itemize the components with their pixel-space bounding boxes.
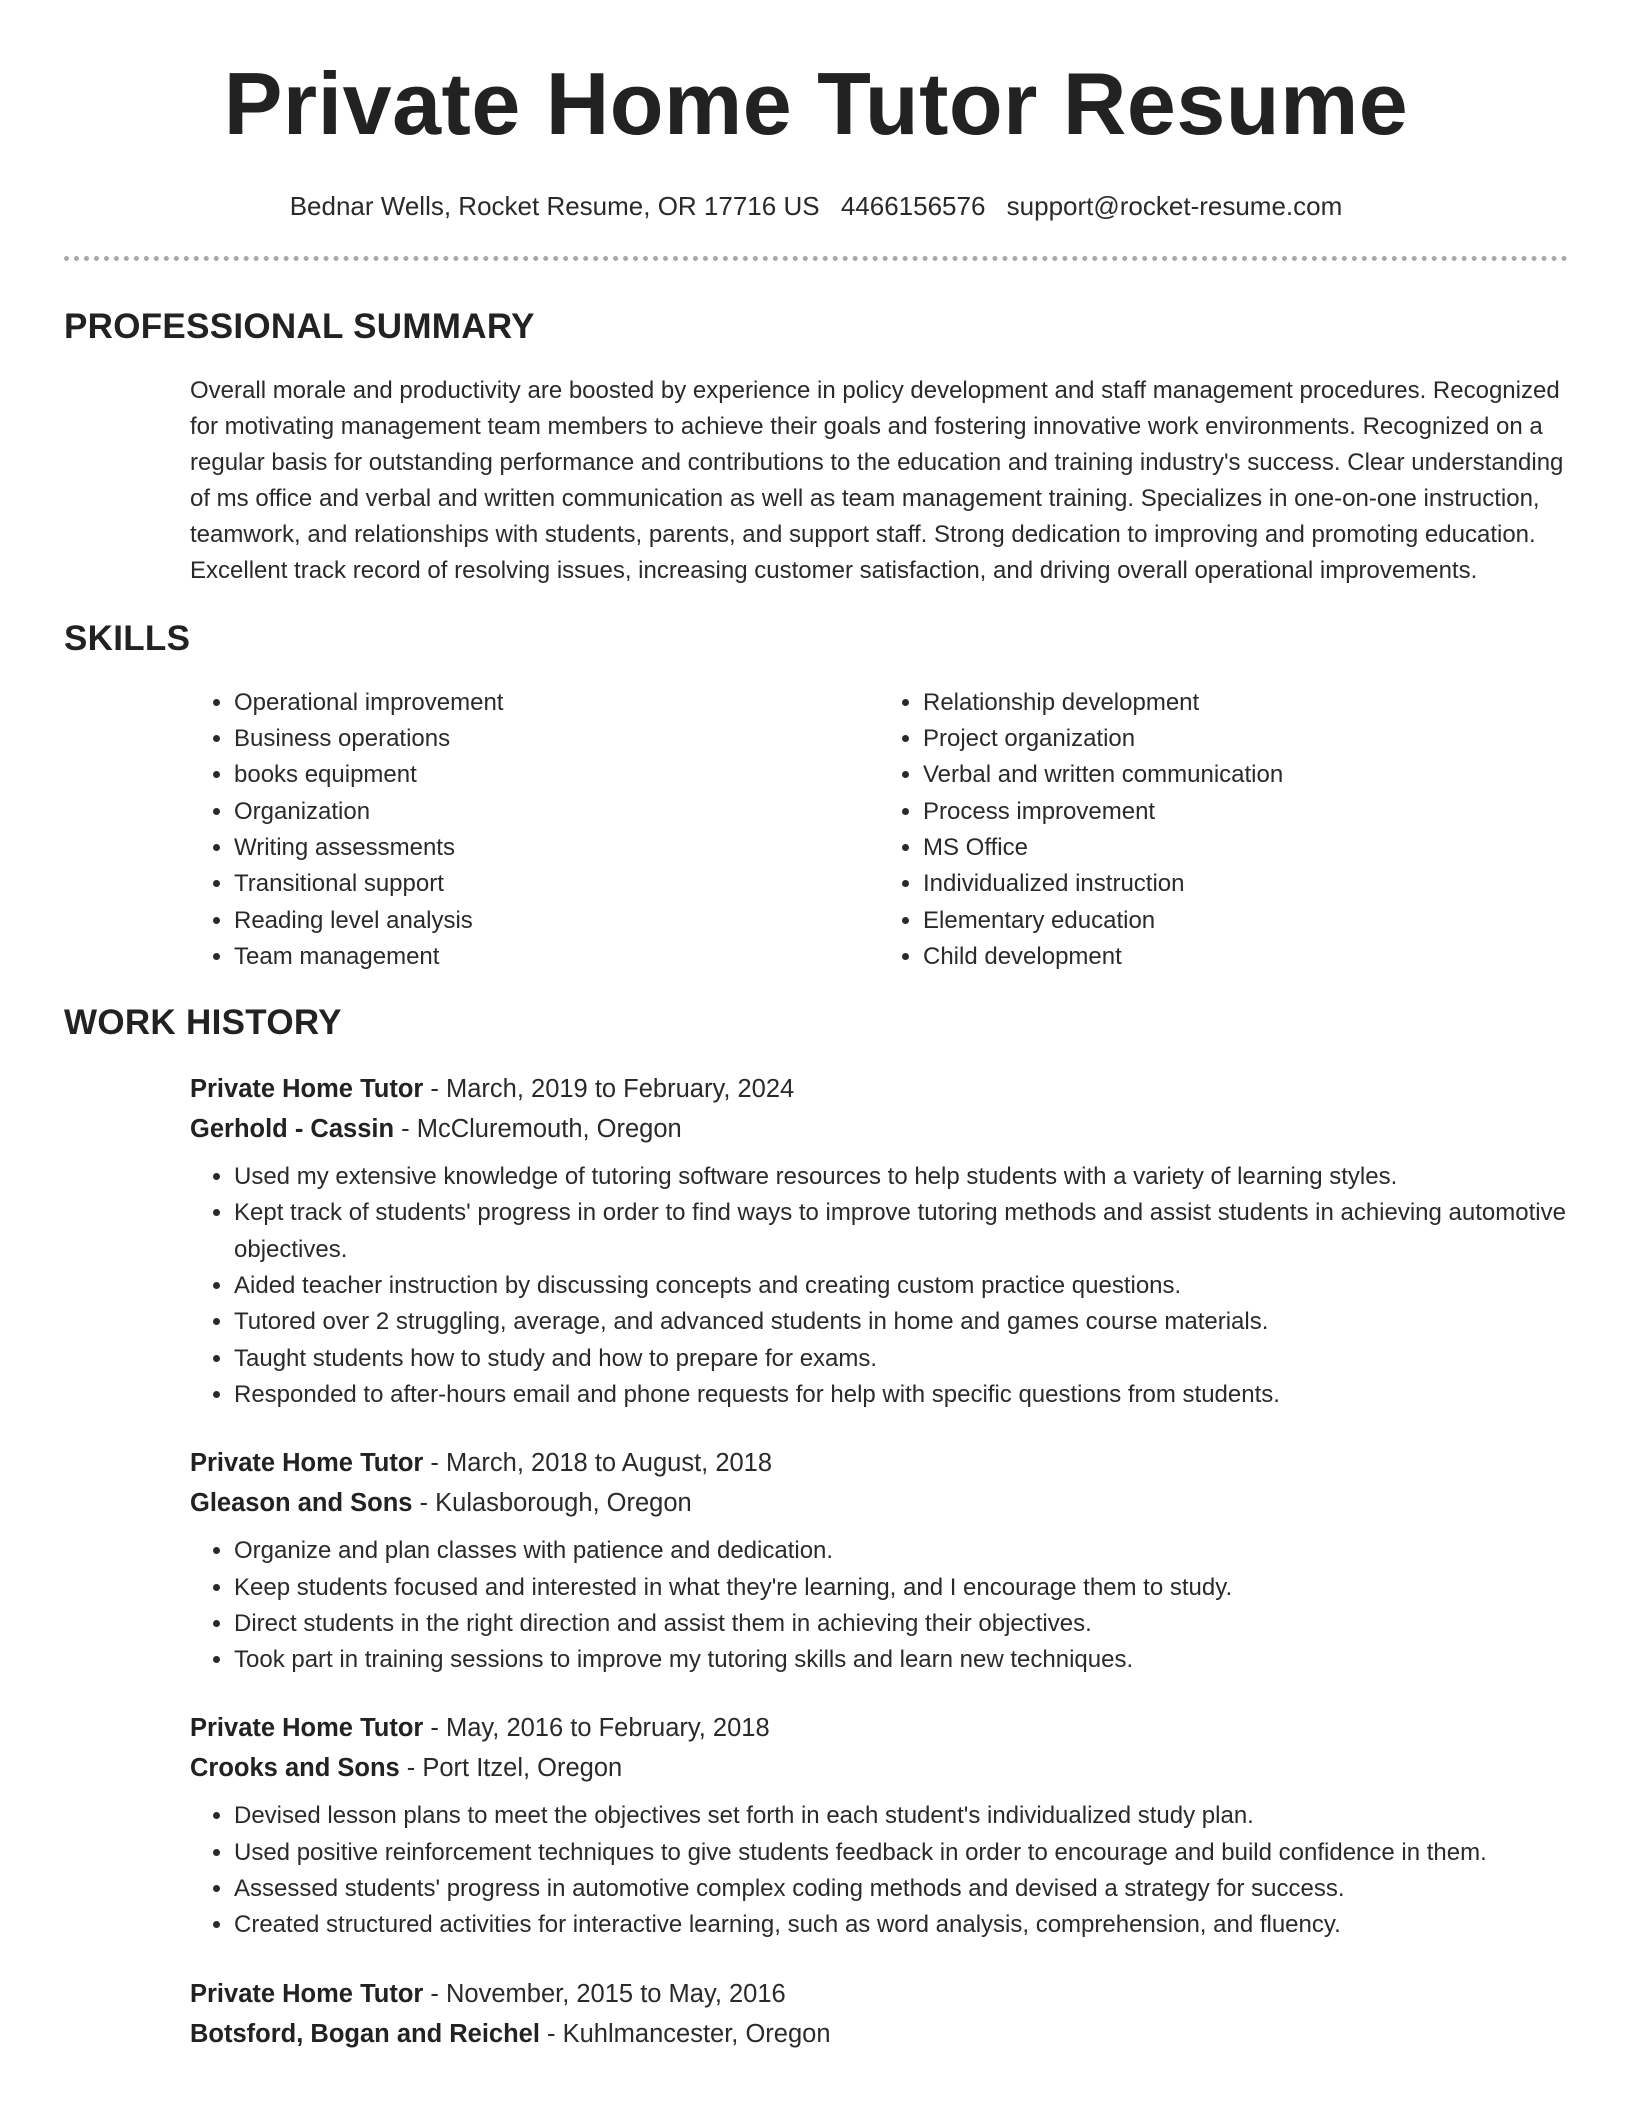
skill-item: • Individualized instruction — [923, 866, 1568, 902]
skill-item: • Team management — [234, 939, 879, 975]
header-divider — [64, 256, 1568, 261]
job-bullet: • Responded to after-hours email and phone requests for help with specific questions from students. — [234, 1377, 1568, 1413]
job-company: Gerhold - Cassin — [190, 1115, 395, 1144]
job-bullet: • Tutored over 2 struggling, average, and advanced students in home and games course materials. — [234, 1304, 1568, 1340]
job-location: - Kuhlmancester, Oregon — [539, 2019, 831, 2048]
job-title-line — [190, 1069, 1568, 1109]
job-dates: - May, 2016 to February, 2018 — [423, 1714, 770, 1743]
resume-page — [64, 0, 1568, 2054]
job-title: Private Home Tutor — [190, 1979, 424, 2008]
skills-column-left — [190, 685, 879, 975]
skill-item: • Verbal and written communication — [923, 757, 1568, 793]
skills-list — [190, 685, 1568, 975]
job-entry-1 — [190, 1069, 1568, 1413]
job-bullet: • Keep students focused and interested in what they're learning, and I encourage them to study. — [234, 1570, 1568, 1606]
skill-item: • Child development — [923, 939, 1568, 975]
skill-item: • MS Office — [923, 830, 1568, 866]
job-title: Private Home Tutor — [190, 1714, 424, 1743]
job-bullets — [190, 1159, 1568, 1413]
skill-item: • Relationship development — [923, 685, 1568, 721]
job-company-line — [190, 1483, 1568, 1523]
job-title-line — [190, 1708, 1568, 1748]
job-bullet: • Organize and plan classes with patience and dedication. — [234, 1533, 1568, 1569]
skill-item: • Operational improvement — [234, 685, 879, 721]
skill-item: • Elementary education — [923, 903, 1568, 939]
job-bullet: • Devised lesson plans to meet the objectives set forth in each student's individualized study plan. — [234, 1798, 1568, 1834]
summary-heading: PROFESSIONAL SUMMARY — [64, 306, 535, 346]
contact-phone: 4466156576 — [840, 190, 986, 221]
job-company-line — [190, 1109, 1568, 1149]
job-location: - Kulasborough, Oregon — [412, 1489, 692, 1518]
job-location: - McCluremouth, Oregon — [394, 1115, 682, 1144]
skill-item: • Project organization — [923, 721, 1568, 757]
job-bullet: • Assessed students' progress in automotive complex coding methods and devised a strategy for success. — [234, 1871, 1568, 1907]
job-title: Private Home Tutor — [190, 1449, 424, 1478]
job-dates: - March, 2018 to August, 2018 — [423, 1449, 773, 1478]
job-entry-3 — [190, 1708, 1568, 1943]
job-bullets — [190, 1798, 1568, 1943]
skills-heading: SKILLS — [64, 618, 191, 658]
resume-title: Private Home Tutor Resume — [223, 54, 1409, 153]
job-company-line — [190, 2014, 1568, 2054]
job-bullet: • Direct students in the right direction and assist them in achieving their objectives. — [234, 1606, 1568, 1642]
skill-item: • books equipment — [234, 757, 879, 793]
job-bullet: • Aided teacher instruction by discussing concepts and creating custom practice questions. — [234, 1268, 1568, 1304]
job-bullet: • Took part in training sessions to improve my tutoring skills and learn new techniques. — [234, 1642, 1568, 1678]
job-entry-2 — [190, 1443, 1568, 1678]
job-title-line — [190, 1974, 1568, 2014]
job-bullet: • Kept track of students' progress in order to find ways to improve tutoring methods and assist students in achieving automotive objectives. — [234, 1195, 1568, 1268]
job-company: Botsford, Bogan and Reichel — [190, 2019, 540, 2048]
job-title-line — [190, 1443, 1568, 1483]
job-location: - Port Itzel, Oregon — [399, 1754, 623, 1783]
contact-address: Bednar Wells, Rocket Resume, OR 17716 US — [289, 190, 820, 221]
job-company: Gleason and Sons — [190, 1489, 413, 1518]
job-bullet: • Created structured activities for interactive learning, such as word analysis, comprehension, and fluency. — [234, 1907, 1568, 1943]
summary-text: Overall morale and productivity are boosted by experience in policy development and staff management procedures. Recognized for motivating management team members to achieve their goals and fostering innovative work environments. Recognized on a regular basis for outstanding performance and contributions to the education and training industry's success. Clear understanding of ms office and verbal and written communication as well as team management training. Specializes in one-on-one instruction, teamwork, and relationships with students, parents, and support staff. Strong dedication to improving and promoting education. Excellent track record of resolving issues, increasing customer satisfaction, and driving overall operational improvements. — [190, 376, 1564, 584]
job-company: Crooks and Sons — [190, 1754, 400, 1783]
skill-item: • Writing assessments — [234, 830, 879, 866]
job-company-line — [190, 1748, 1568, 1788]
work-history-heading: WORK HISTORY — [64, 1003, 342, 1043]
job-title: Private Home Tutor — [190, 1075, 424, 1104]
job-bullets — [190, 1533, 1568, 1678]
job-bullet: • Used positive reinforcement techniques to give students feedback in order to encourage and build confidence in them. — [234, 1835, 1568, 1871]
skill-item: • Process improvement — [923, 794, 1568, 830]
contact-line — [64, 191, 1568, 222]
skill-item: • Organization — [234, 794, 879, 830]
skills-column-right — [879, 685, 1568, 975]
job-dates: - March, 2019 to February, 2024 — [423, 1075, 795, 1104]
job-bullet: • Used my extensive knowledge of tutoring software resources to help students with a variety of learning styles. — [234, 1159, 1568, 1195]
job-bullet: • Taught students how to study and how to prepare for exams. — [234, 1341, 1568, 1377]
skill-item: • Business operations — [234, 721, 879, 757]
skill-item: • Reading level analysis — [234, 903, 879, 939]
skill-item: • Transitional support — [234, 866, 879, 902]
contact-email: support@rocket-resume.com — [1006, 190, 1343, 221]
job-entry-4 — [190, 1974, 1568, 2054]
job-dates: - November, 2015 to May, 2016 — [423, 1979, 786, 2008]
